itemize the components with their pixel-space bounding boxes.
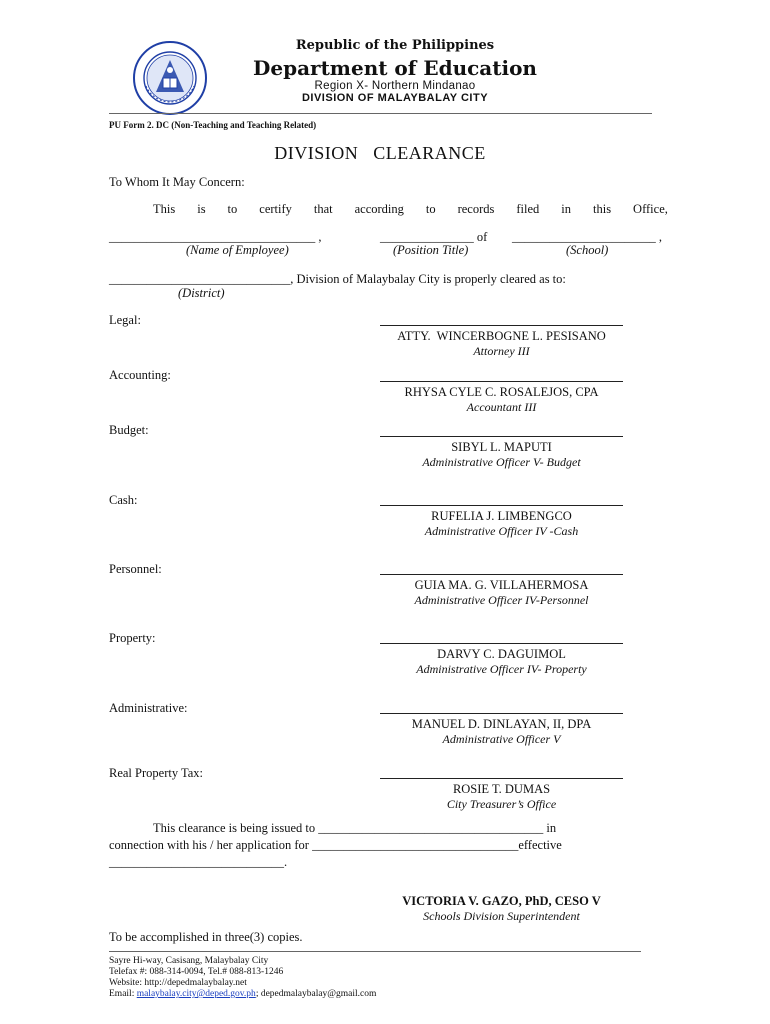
email-rest: ; depedmalaybalay@gmail.com [255, 989, 377, 999]
position-title-blank[interactable]: _______________ of [380, 230, 488, 244]
header-divider [109, 113, 652, 114]
certify-word: Office, [633, 202, 668, 216]
signatory-name: GUIA MA. G. VILLAHERMOSA [414, 578, 589, 592]
district-line[interactable]: _____________________________, Division of Malaybalay City is properly cleared as to: [109, 272, 566, 286]
signatory-name: ROSIE T. DUMAS [452, 782, 551, 796]
signature-block-real-property-tax [380, 766, 623, 812]
position-title-caption: (Position Title) [393, 243, 469, 257]
superintendent-position: Schools Division Superintendent [423, 909, 580, 923]
certify-word: this [593, 202, 612, 216]
certify-word: certify [259, 202, 292, 216]
issuance-line-1[interactable]: This clearance is being issued to ____________________________________ in [153, 821, 557, 835]
salutation: To Whom It May Concern: [109, 175, 245, 189]
signature-line[interactable] [380, 631, 623, 644]
signature-line[interactable] [380, 313, 623, 326]
clearance-label-accounting: Accounting: [109, 368, 171, 382]
footer-address: Sayre Hi-way, Casisang, Malaybalay City [109, 956, 269, 966]
signature-block-budget [380, 424, 623, 470]
clearance-label-real-property-tax: Real Property Tax: [109, 766, 204, 780]
clearance-label-legal: Legal: [109, 313, 141, 327]
signatory-name: RHYSA CYLE C. ROSALEJOS, CPA [404, 385, 599, 399]
employee-name-blank[interactable]: _________________________________ , [109, 230, 322, 244]
clearance-label-cash: Cash: [109, 493, 138, 507]
issuance-line-3[interactable]: ____________________________. [109, 855, 288, 869]
email-link[interactable]: malaybalay.city@deped.gov.ph [136, 989, 256, 999]
signatory-position: Attorney III [473, 344, 530, 358]
signature-line[interactable] [380, 369, 623, 382]
republic-heading: Republic of the Philippines [295, 38, 495, 53]
signatory-name: DARVY C. DAGUIMOL [437, 647, 566, 661]
copies-note: To be accomplished in three(3) copies. [109, 930, 303, 944]
signatory-position: Accountant III [466, 400, 537, 414]
certify-word: to [227, 202, 238, 216]
region-heading: Region X- Northern Mindanao [314, 80, 476, 92]
signatory-name: SIBYL L. MAPUTI [451, 440, 552, 454]
signature-block-cash [380, 493, 623, 539]
footer-email [109, 989, 376, 1000]
certify-word: to [425, 202, 436, 216]
certify-word: filed [516, 202, 540, 216]
footer-telefax: Telefax #: 088-314-0094, Tel.# 088-813-1246 [109, 967, 284, 977]
signatory-position: Administrative Officer V [442, 732, 561, 746]
issuance-line-2[interactable]: connection with his / her application for _________________________________effective [109, 838, 562, 852]
signature-line[interactable] [380, 562, 623, 575]
signature-line[interactable] [380, 424, 623, 437]
footer-divider [109, 951, 641, 952]
school-caption: (School) [566, 243, 609, 257]
certify-statement [153, 202, 668, 217]
form-code: PU Form 2. DC (Non-Teaching and Teaching Related) [109, 120, 317, 130]
certify-word: records [457, 202, 495, 216]
signature-block-personnel [380, 562, 623, 608]
certify-word: This [153, 202, 176, 216]
signature-line[interactable] [380, 766, 623, 779]
document-title: DIVISION CLEARANCE [274, 143, 486, 163]
signatory-position: Administrative Officer IV- Property [416, 662, 587, 676]
signature-line[interactable] [380, 701, 623, 714]
department-heading: Department of Education [253, 56, 537, 80]
certify-word: is [197, 202, 206, 216]
division-heading: DIVISION OF MALAYBALAY CITY [301, 92, 489, 104]
signatory-position: City Treasurer’s Office [446, 797, 557, 811]
signature-block-accounting [380, 369, 623, 415]
school-blank[interactable]: _______________________ , [512, 230, 662, 244]
certify-word: that [313, 202, 333, 216]
signatory-position: Administrative Officer V- Budget [422, 455, 581, 469]
footer-website: Website: http://depedmalaybalay.net [109, 978, 247, 988]
clearance-label-administrative: Administrative: [109, 701, 188, 715]
signature-block-administrative [380, 701, 623, 747]
email-label: Email: [109, 989, 137, 999]
clearance-label-budget: Budget: [109, 423, 149, 437]
signatory-name: RUFELIA J. LIMBENGCO [431, 509, 572, 523]
district-caption: (District) [178, 286, 225, 300]
employee-name-caption: (Name of Employee) [186, 243, 289, 257]
clearance-label-property: Property: [109, 631, 156, 645]
signatory-position: Administrative Officer IV -Cash [424, 524, 579, 538]
signatory-name: MANUEL D. DINLAYAN, II, DPA [411, 717, 592, 731]
certify-word: according [354, 202, 404, 216]
clearance-label-personnel: Personnel: [109, 562, 162, 576]
signatory-position: Administrative Officer IV-Personnel [414, 593, 589, 607]
signature-block-legal [380, 313, 623, 359]
signature-block-property [380, 631, 623, 677]
certify-word: in [561, 202, 572, 216]
superintendent-name: VICTORIA V. GAZO, PhD, CESO V [402, 894, 601, 908]
signatory-name: ATTY. WINCERBOGNE L. PESISANO [397, 329, 606, 343]
signature-line[interactable] [380, 493, 623, 506]
